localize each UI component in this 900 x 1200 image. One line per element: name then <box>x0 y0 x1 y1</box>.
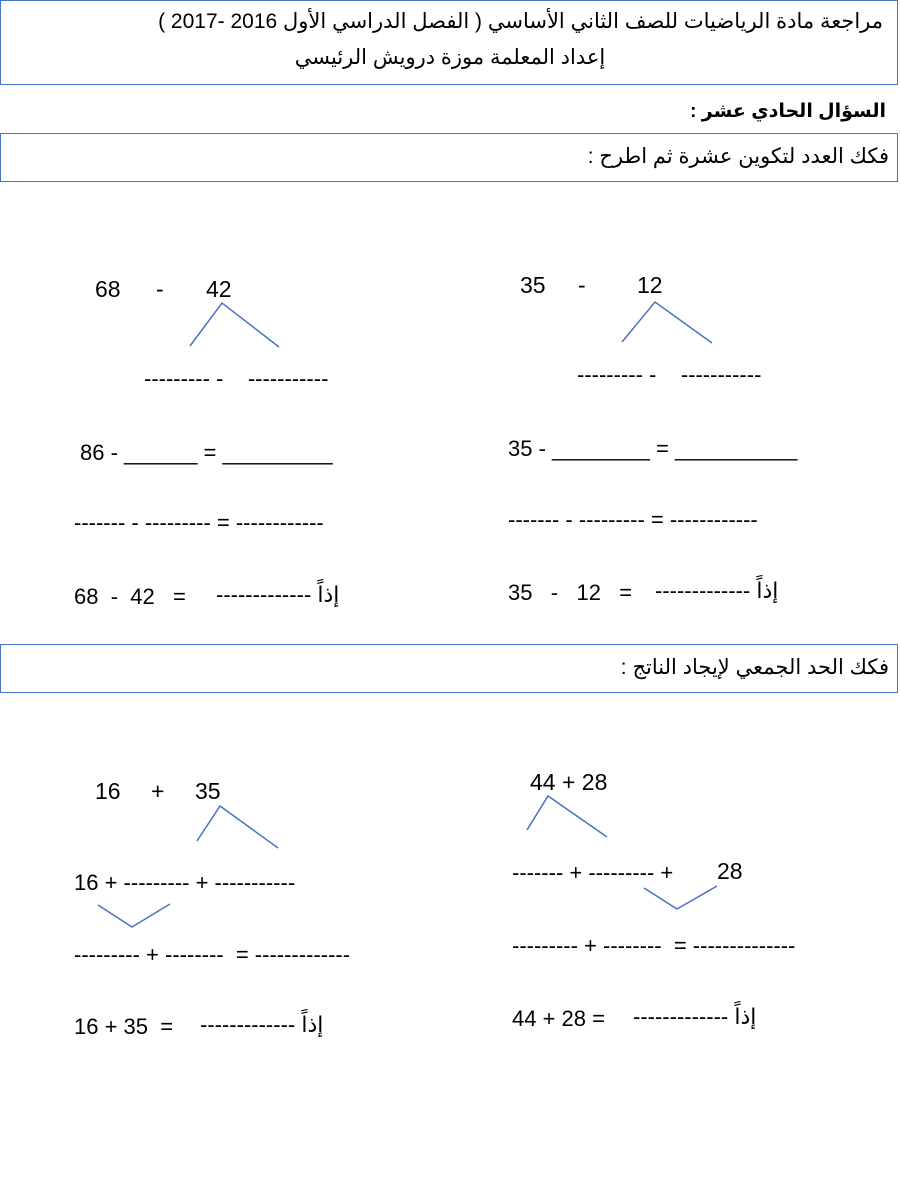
s2-right-step2: --------- + -------- = -------------- <box>512 933 796 958</box>
s1-left-step2: ------- - --------- = ------------ <box>74 510 324 535</box>
s1-right-branch <box>622 302 712 343</box>
teacher-credit: إعداد المعلمة موزة درويش الرئيسي <box>294 46 606 69</box>
s2-right-result-label: إذاً ------------- <box>633 1004 757 1029</box>
s2-right-step1-blanks: ------- + --------- + <box>512 860 674 885</box>
s1-left-result-expr: 68 - 42 = <box>74 584 186 609</box>
s1-right-op: - <box>578 272 586 298</box>
s1-left-op: - <box>156 276 164 302</box>
section1-instruction: فكك العدد لتكوين عشرة ثم اطرح : <box>587 145 889 168</box>
section2-instruction: فكك الحد الجمعي لإيجاد الناتج : <box>620 656 889 679</box>
s1-right-n1: 35 <box>520 272 546 298</box>
s1-left-step1: 86 - ______ = _________ <box>80 440 333 465</box>
s2-right-merge <box>644 886 717 909</box>
s2-left-step2: --------- + -------- = ------------- <box>74 942 351 967</box>
s1-left-result-label: إذاً ------------- <box>216 582 340 607</box>
s2-left-result-label: إذاً ------------- <box>200 1012 324 1037</box>
s2-left-result-expr: 16 + 35 = <box>74 1014 174 1039</box>
question-title: السؤال الحادي عشر : <box>690 101 886 122</box>
s1-left-n2: 42 <box>206 276 232 302</box>
s2-left-branch <box>197 806 278 848</box>
s1-right-step2: ------- - --------- = ------------ <box>508 507 758 532</box>
s2-left-n2: 35 <box>195 778 221 804</box>
s1-right-split-blanks: --------- - ----------- <box>577 362 762 387</box>
s1-right-step1: 35 - ________ = __________ <box>508 436 798 461</box>
s1-right-result-label: إذاً ------------- <box>655 578 779 603</box>
s1-left-split-blanks: --------- - ----------- <box>144 366 329 391</box>
s2-right-branch <box>527 796 607 837</box>
s2-right-expr: 44 + 28 <box>530 769 608 795</box>
s2-left-op: + <box>151 778 165 804</box>
s1-left-n1: 68 <box>95 276 121 302</box>
s2-right-step1-number: 28 <box>717 858 743 884</box>
s2-left-step1: 16 + --------- + ----------- <box>74 870 296 895</box>
s2-left-merge <box>98 904 170 927</box>
worksheet-title: مراجعة مادة الرياضيات للصف الثاني الأساسي ( الفصل الدراسي الأول 2016 -2017 ) <box>158 10 883 33</box>
s1-right-n2: 12 <box>637 272 663 298</box>
s1-right-result-expr: 35 - 12 = <box>508 580 633 605</box>
s1-left-branch <box>190 303 279 347</box>
s2-left-n1: 16 <box>95 778 121 804</box>
s2-right-result-expr: 44 + 28 = <box>512 1006 605 1031</box>
